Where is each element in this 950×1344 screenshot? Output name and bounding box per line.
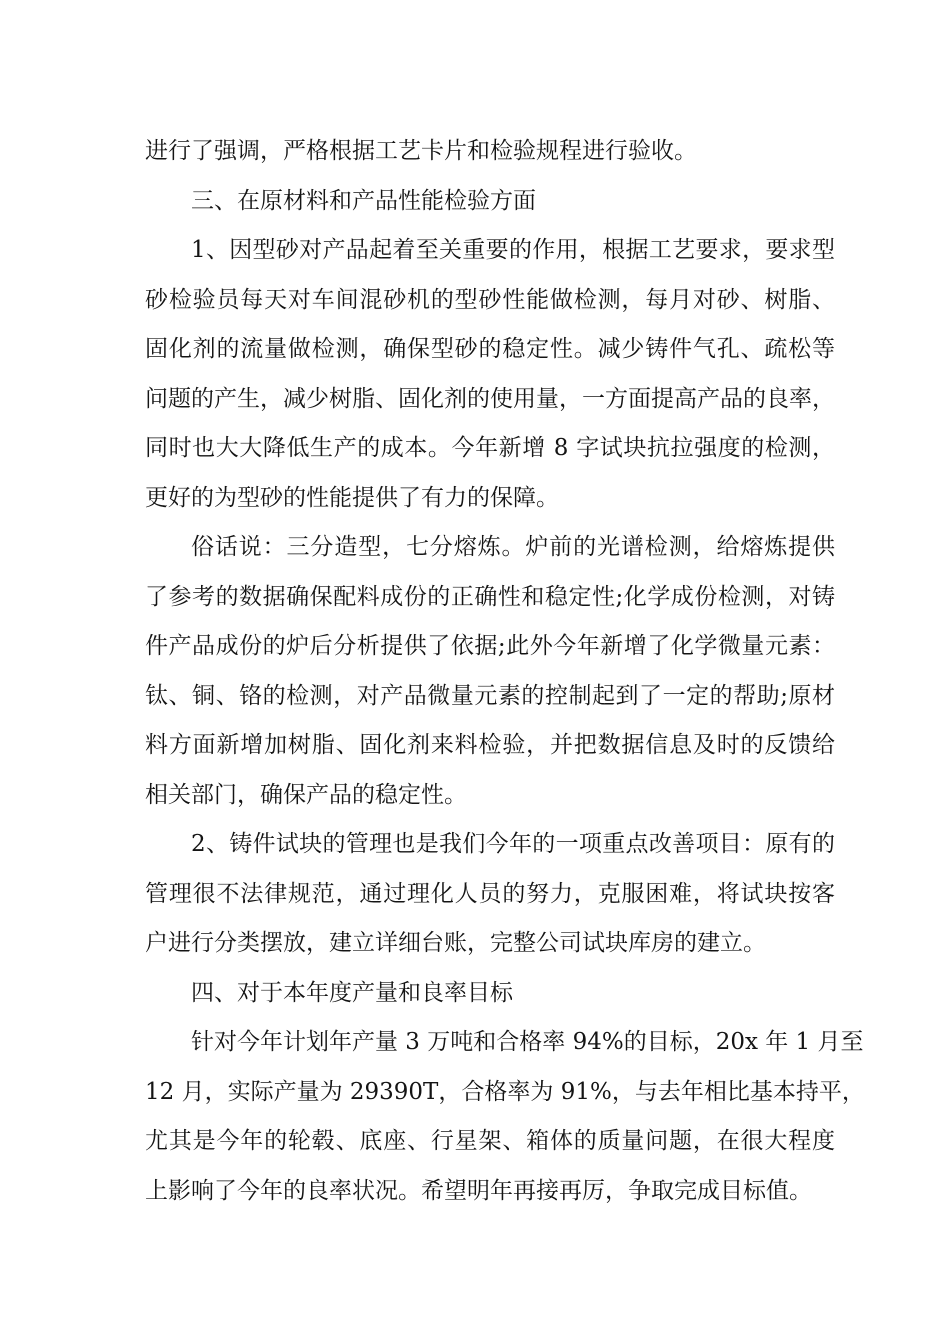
text-line: 问题的产生，减少树脂、固化剂的使用量，一方面提高产品的良率， xyxy=(145,385,835,412)
text-line: 砂检验员每天对车间混砂机的型砂性能做检测，每月对砂、树脂、 xyxy=(145,286,835,313)
text-line: 户进行分类摆放，建立详细台账，完整公司试块库房的建立。 xyxy=(145,930,766,956)
text-line: 管理很不法律规范，通过理化人员的努力，克服困难，将试块按客 xyxy=(145,880,835,907)
text-line: 固化剂的流量做检测，确保型砂的稳定性。减少铸件气孔、疏松等 xyxy=(145,336,835,362)
text-line: 更好的为型砂的性能提供了有力的保障。 xyxy=(145,484,559,511)
text-line: 四、对于本年度产量和良率目标 xyxy=(191,979,513,1006)
text-line: 三、在原材料和产品性能检验方面 xyxy=(191,187,536,214)
text-line: 1、因型砂对产品起着至关重要的作用，根据工艺要求，要求型 xyxy=(191,237,835,263)
text-line: 俗话说：三分造型，七分熔炼。炉前的光谱检测，给熔炼提供 xyxy=(191,534,835,560)
text-line: 上影响了今年的良率状况。希望明年再接再厉，争取完成目标值。 xyxy=(145,1177,812,1204)
text-line: 同时也大大降低生产的成本。今年新增 8 字试块抗拉强度的检测， xyxy=(145,435,835,461)
text-line: 2、铸件试块的管理也是我们今年的一项重点改善项目：原有的 xyxy=(191,831,835,857)
document-body xyxy=(145,127,865,1216)
text-line: 进行了强调，严格根据工艺卡片和检验规程进行验收。 xyxy=(145,138,697,164)
text-line: 12 月，实际产量为 29390T，合格率为 91%，与去年相比基本持平， xyxy=(145,1078,865,1105)
text-line: 件产品成份的炉后分析提供了依据;此外今年新增了化学微量元素： xyxy=(145,633,835,659)
text-line: 针对今年计划年产量 3 万吨和合格率 94%的目标，20x 年 1 月至 xyxy=(191,1029,864,1055)
text-line: 尤其是今年的轮毂、底座、行星架、箱体的质量问题，在很大程度 xyxy=(145,1128,835,1154)
text-line: 相关部门，确保产品的稳定性。 xyxy=(145,781,467,808)
text-line: 了参考的数据确保配料成份的正确性和稳定性;化学成份检测，对铸 xyxy=(145,583,835,610)
text-line: 钛、铜、铬的检测，对产品微量元素的控制起到了一定的帮助;原材 xyxy=(145,682,835,709)
text-line: 料方面新增加树脂、固化剂来料检验，并把数据信息及时的反馈给 xyxy=(145,732,835,758)
